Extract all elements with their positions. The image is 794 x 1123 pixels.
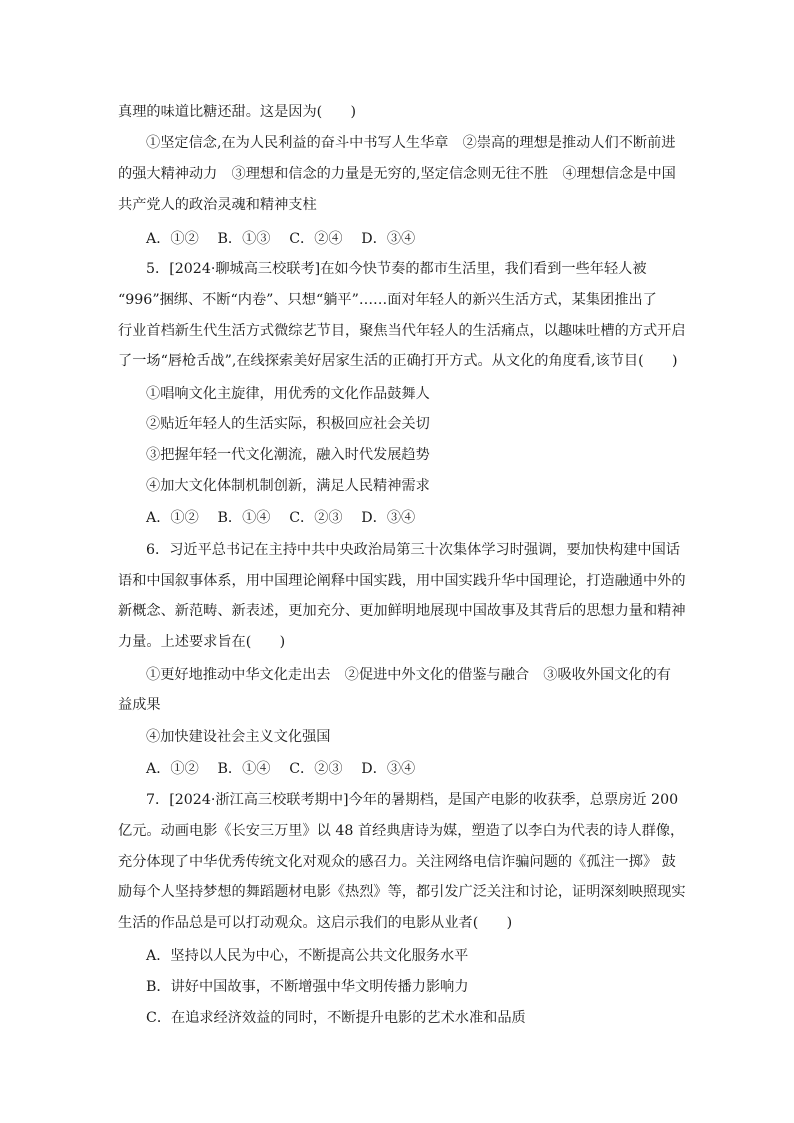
text-line: 行业首档新生代生活方式微综艺节目，聚焦当代年轻人的生活痛点，以趣味吐槽的方式开启 xyxy=(118,323,686,339)
option-line: B．讲好中国故事，不断增强中华文明传播力影响力 xyxy=(146,979,469,995)
text-line: 充分体现了中华优秀传统文化对观众的感召力。关注网络电信诈骗问题的《孤注一掷》 鼓 xyxy=(118,854,676,870)
text-line: 益成果 xyxy=(118,697,161,713)
text-line: 真理的味道比糖还甜。这是因为( ) xyxy=(118,104,357,120)
text-line: 励每个人坚持梦想的舞蹈题材电影《热烈》等，都引发广泛关注和讨论，证明深刻映照现实 xyxy=(118,884,686,900)
text-line: 了一场“唇枪舌战”,在线探索美好居家生活的正确打开方式。从文化的角度看,该节目( ) xyxy=(118,353,678,369)
option-line: C．在追求经济效益的同时，不断提升电影的艺术水准和品质 xyxy=(146,1010,526,1026)
option-line: ④加快建设社会主义文化强国 xyxy=(146,729,331,745)
text-line: 新概念、新范畴、新表述，更加充分、更加鲜明地展现中国故事及其背后的思想力量和精神 xyxy=(118,603,686,619)
answer-choices: A．①② B．①④ C．②③ D．③④ xyxy=(146,510,416,526)
question-6-stem: 6．习近平总书记在主持中共中央政治局第三十次集体学习时强调，要加快构建中国话 xyxy=(146,542,680,558)
option-line: ①更好地推动中华文化走出去 ②促进中外文化的借鉴与融合 ③吸收外国文化的有 xyxy=(146,667,671,683)
option-line: A．坚持以人民为中心，不断提高公共文化服务水平 xyxy=(146,948,469,964)
option-line: ②贴近年轻人的生活实际，积极回应社会关切 xyxy=(146,416,430,432)
text-line: 亿元。动画电影《长安三万里》以 48 首经典唐诗为媒，塑造了以李白为代表的诗人群像， xyxy=(118,823,685,839)
option-line: ①唱响文化主旋律，用优秀的文化作品鼓舞人 xyxy=(146,386,430,402)
text-line: “996”捆绑、不断“内卷”、只想“躺平”……面对年轻人的新兴生活方式，某集团推出了 xyxy=(118,292,657,308)
question-7-stem: 7．[2024·浙江高三校联考期中]今年的暑期档，是国产电影的收获季，总票房近 200 xyxy=(146,792,679,808)
answer-choices: A．①② B．①④ C．②③ D．③④ xyxy=(146,761,416,777)
text-line: 生活的作品总是可以打动观众。这启示我们的电影从业者( ) xyxy=(118,915,513,931)
text-line: 力量。上述要求旨在( ) xyxy=(118,634,286,650)
option-line: ④加大文化体制机制创新，满足人民精神需求 xyxy=(146,478,430,494)
text-line: 共产党人的政治灵魂和精神支柱 xyxy=(118,197,317,213)
question-5-stem: 5．[2024·聊城高三校联考]在如今快节奏的都市生活里，我们看到一些年轻人被 xyxy=(146,261,647,277)
text-line: 的强大精神动力 ③理想和信念的力量是无穷的,坚定信念则无往不胜 ④理想信念是中国 xyxy=(118,166,676,182)
option-line: ①坚定信念,在为人民利益的奋斗中书写人生华章 ②崇高的理想是推动人们不断前进 xyxy=(146,135,676,151)
answer-choices: A．①② B．①③ C．②④ D．③④ xyxy=(146,231,416,247)
text-line: 语和中国叙事体系，用中国理论阐释中国实践，用中国实践升华中国理论，打造融通中外的 xyxy=(118,573,686,589)
option-line: ③把握年轻一代文化潮流，融入时代发展趋势 xyxy=(146,447,430,463)
